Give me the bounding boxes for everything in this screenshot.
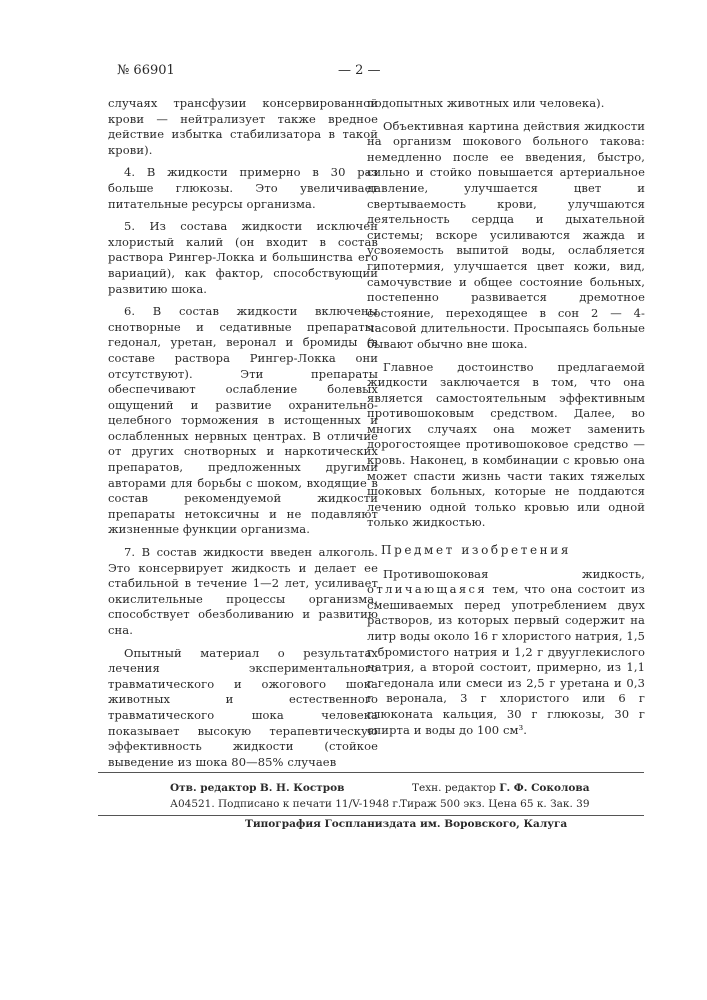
paragraph: подопытных животных или человека). (367, 96, 605, 110)
claim-paragraph (367, 567, 645, 739)
claim-intro: Противошоковая жидкость, (383, 566, 645, 581)
right-column (367, 96, 645, 745)
editor-credit: Отв. редактор В. Н. Костров (170, 782, 345, 794)
page-number: — 2 — (338, 63, 381, 78)
paragraph: 4. В жидкости примерно в 30 раз больше глюкозы. Это увеличивает питательные ресурсы организма. (108, 165, 378, 211)
print-run-info: Тираж 500 экз. Цена 65 к. Зак. 39 (400, 798, 590, 810)
divider (98, 815, 644, 816)
paragraph: 6. В состав жидкости включены снотворные и седативные препараты: гедонал, уретан, веронал и бромиды (в составе раствора Рингер-Локка они отсутствуют). Эти препараты обеспечивают ослабление болевых ощущений и развитие охранительно-целебного торможения в истощенных и ослабленных нервных центрах. В отличие от других снотворных и наркотических препаратов, предложенных другими авторами для борьбы с шоком, входящие в состав рекомендуемой жидкости препараты нетоксичны и не подавляют жизненные функции организма. (108, 304, 378, 537)
printing-house: Типография Госпланиздата им. Воровского, Калуга (245, 818, 568, 830)
paragraph: Главное достоинство предлагаемой жидкости заключается в том, что она является самостоятельным эффективным противошоковым средством. Далее, во многих случаях она может заменить дорогостоящее противошоковое средство — кровь. Наконец, в комбинации с кровью она может спасти жизнь части таких тяжелых шоковых больных, которые не поддаются лечению одной только кровью или одной только жидкостью. (367, 359, 645, 530)
claim-emphasis: отличающаяся (367, 582, 488, 597)
paragraph: Опытный материал о результатах лечения экспериментального травматического и ожогового шока животных и естественного травматического шока человека показывает высокую терапевтическую эффективность жидкости (стойкое выведение из шока 80—85% случаев (108, 645, 378, 769)
paragraph: случаях трансфузии консервированной крови — нейтрализует также вредное действие избытка стабилизатора в такой крови). (108, 96, 378, 157)
left-column (108, 96, 378, 777)
claim-text: тем, что она состоит из смешиваемых перед употреблением двух растворов, из которых первый содержит на литр воды около 16 г хлористого натрия, 1,5 г бромистого натрия и 1,2 г двууглекислого натрия, а второй состоит, примерно, из 1,1 г гедонала или смеси из 2,5 г уретана и 0,3 г веронала, 3 г хлористого или 6 г глюконата кальция, 30 г глюкозы, 30 г спирта и воды до 100 см³. (367, 582, 645, 737)
patent-number: № 66901 (117, 63, 175, 78)
paragraph: 7. В состав жидкости введен алкоголь. Это консервирует жидкость и делает ее стабильной в течение 1—2 лет, усиливает окислительные процессы организма, способствует обезболиванию и развитию сна. (108, 545, 378, 637)
signing-info: А04521. Подписано к печати 11/V-1948 г. (170, 798, 402, 810)
divider (98, 772, 644, 773)
tech-editor-credit: Техн. редактор Г. Ф. Соколова (412, 782, 590, 794)
paragraph: 5. Из состава жидкости исключен хлористый калий (он входит в состав раствора Рингер-Локка и большинства его вариаций), как фактор, способствующий развитию шока. (108, 219, 378, 296)
paragraph: Объективная картина действия жидкости на организм шокового больного такова: немедленно после ее введения, быстро, сильно и стойко повышается артериальное давление, улучшается цвет и свертываемость крови, улучшаются деятельность сердца и дыхательной системы; вскоре усиливаются жажда и усвояемость выпитой воды, ослабляется гипотермия, улучшается цвет кожи, вид, самочувствие и общее состояние больных, постепенно развивается дремотное состояние, переходящее в сон 2 — 4-часовой длительности. Просыпаясь больные бывают обычно вне шока. (367, 118, 645, 351)
section-title: Предмет изобретения (381, 543, 572, 558)
